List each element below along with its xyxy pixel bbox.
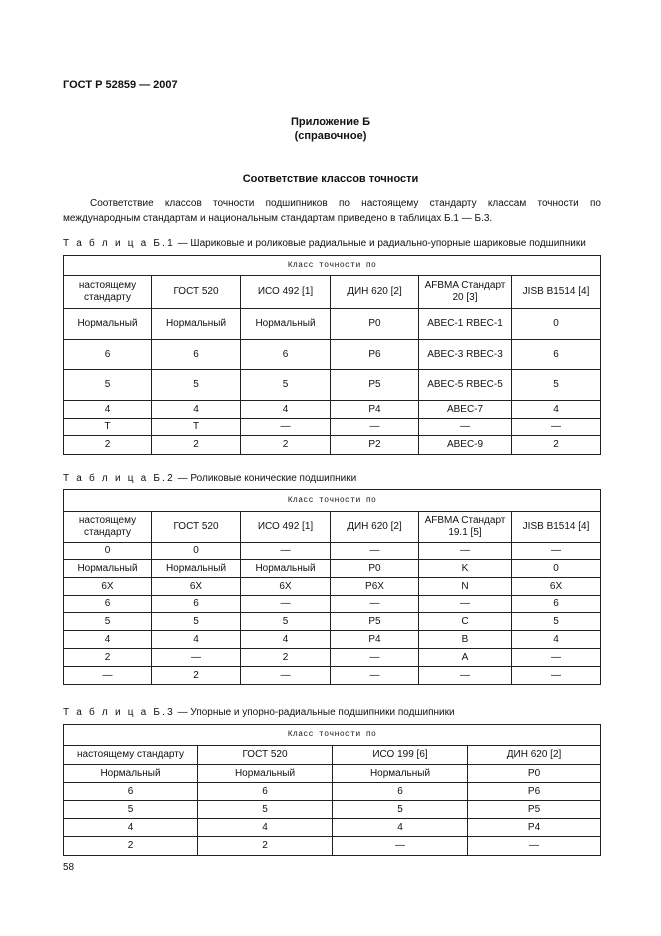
- table-cell: —: [241, 419, 331, 436]
- table-cell: 2: [64, 436, 152, 455]
- table1-column-header: ИСО 492 [1]: [241, 276, 331, 309]
- table-cell: —: [512, 649, 601, 667]
- table-cell: ABEC-1 RBEC-1: [419, 309, 512, 340]
- table-cell: —: [419, 419, 512, 436]
- table-cell: —: [152, 649, 241, 667]
- table-cell: P2: [331, 436, 419, 455]
- table-cell: —: [241, 667, 331, 685]
- table-cell: —: [331, 419, 419, 436]
- table-cell: 6: [198, 783, 333, 801]
- table3-header-row: [64, 746, 601, 765]
- table-cell: Нормальный: [64, 765, 198, 783]
- table-cell: N: [419, 578, 512, 596]
- table-cell: B: [419, 631, 512, 649]
- table-cell: 6X: [241, 578, 331, 596]
- table-cell: 5: [64, 370, 152, 401]
- table2-group-header-row: [64, 490, 601, 512]
- table-cell: —: [331, 667, 419, 685]
- table-row: [64, 613, 601, 631]
- table-cell: ABEC-3 RBEC-3: [419, 340, 512, 370]
- table1-group-header: Класс точности по: [64, 256, 601, 276]
- table-cell: 6: [152, 340, 241, 370]
- table-cell: Нормальный: [152, 560, 241, 578]
- table3-group-header-row: [64, 725, 601, 746]
- table1-column-header: ГОСТ 520: [152, 276, 241, 309]
- table-cell: 0: [512, 560, 601, 578]
- table1-column-header: JISB B1514 [4]: [512, 276, 601, 309]
- table-row: [64, 631, 601, 649]
- table-cell: 2: [152, 667, 241, 685]
- table2-group-header: Класс точности по: [64, 490, 601, 512]
- table-cell: 6: [152, 596, 241, 613]
- table-cell: —: [333, 837, 468, 856]
- table-cell: P5: [331, 370, 419, 401]
- table-cell: Т: [152, 419, 241, 436]
- table-cell: ABEC-7: [419, 401, 512, 419]
- table-cell: Нормальный: [152, 309, 241, 340]
- table2-column-header: настоящему стандарту: [64, 512, 152, 543]
- table-row: [64, 801, 601, 819]
- appendix-heading: [0, 115, 661, 143]
- table-row: [64, 667, 601, 685]
- table-row: [64, 309, 601, 340]
- table-row: [64, 649, 601, 667]
- table-cell: 5: [152, 370, 241, 401]
- table-cell: K: [419, 560, 512, 578]
- table-cell: 5: [333, 801, 468, 819]
- document-code: ГОСТ Р 52859 — 2007: [63, 79, 178, 91]
- table-row: [64, 765, 601, 783]
- table1-column-header: ДИН 620 [2]: [331, 276, 419, 309]
- table-cell: 4: [241, 401, 331, 419]
- table-row: [64, 819, 601, 837]
- table-cell: P6: [468, 783, 601, 801]
- table-cell: 2: [64, 837, 198, 856]
- table-cell: 5: [512, 370, 601, 401]
- table-cell: Т: [64, 419, 152, 436]
- table-row: [64, 837, 601, 856]
- table-cell: 6: [64, 783, 198, 801]
- table-row: [64, 578, 601, 596]
- table1-group-header-row: [64, 256, 601, 276]
- table-cell: C: [419, 613, 512, 631]
- table2-column-header: ГОСТ 520: [152, 512, 241, 543]
- table-cell: Нормальный: [333, 765, 468, 783]
- table-cell: —: [241, 596, 331, 613]
- table3-group-header: Класс точности по: [64, 725, 601, 746]
- table3-column-header: ИСО 199 [6]: [333, 746, 468, 765]
- table3-column-header: ДИН 620 [2]: [468, 746, 601, 765]
- table-cell: 2: [241, 436, 331, 455]
- table-cell: 4: [152, 401, 241, 419]
- table-cell: 2: [512, 436, 601, 455]
- table-cell: P4: [468, 819, 601, 837]
- table-cell: ABEC-5 RBEC-5: [419, 370, 512, 401]
- table-cell: 6: [512, 340, 601, 370]
- table-cell: 4: [512, 631, 601, 649]
- table-cell: 5: [241, 370, 331, 401]
- table-row: [64, 370, 601, 401]
- table-cell: 6: [241, 340, 331, 370]
- table-cell: 4: [64, 819, 198, 837]
- table-cell: Нормальный: [241, 560, 331, 578]
- page-number: 58: [63, 862, 75, 873]
- table-row: [64, 340, 601, 370]
- table2-column-header: ДИН 620 [2]: [331, 512, 419, 543]
- table-cell: —: [419, 596, 512, 613]
- table-row: [64, 596, 601, 613]
- intro-paragraph: Соответствие классов точности подшипников по настоящему стандарту классам точности по международным стандартам и национальным стандартам приведено в таблицах Б.1 — Б.3.: [63, 198, 601, 224]
- table-cell: 6: [512, 596, 601, 613]
- table2: [63, 489, 601, 685]
- table-cell: P5: [331, 613, 419, 631]
- table-cell: 6: [64, 340, 152, 370]
- table-cell: 5: [64, 613, 152, 631]
- table-cell: —: [419, 667, 512, 685]
- table-cell: 2: [241, 649, 331, 667]
- table1: [63, 255, 601, 455]
- table-cell: 0: [152, 543, 241, 560]
- appendix-title: Приложение Б: [290, 116, 371, 128]
- table2-caption: [63, 473, 356, 484]
- table2-header-row: [64, 512, 601, 543]
- table-cell: 5: [198, 801, 333, 819]
- table3: [63, 724, 601, 856]
- table-cell: —: [512, 419, 601, 436]
- table-cell: 4: [333, 819, 468, 837]
- table2-caption-label: Т а б л и ц а Б.2: [63, 473, 175, 484]
- table-cell: —: [64, 667, 152, 685]
- table-cell: 6X: [64, 578, 152, 596]
- table3-caption-label: Т а б л и ц а Б.3: [63, 707, 175, 718]
- table2-column-header: JISB B1514 [4]: [512, 512, 601, 543]
- table-cell: P6: [331, 340, 419, 370]
- table-row: [64, 436, 601, 455]
- table-cell: 6X: [512, 578, 601, 596]
- table-cell: 4: [152, 631, 241, 649]
- table-row: [64, 543, 601, 560]
- table-cell: —: [468, 837, 601, 856]
- table-cell: 4: [64, 401, 152, 419]
- table-cell: Нормальный: [198, 765, 333, 783]
- table-cell: 4: [198, 819, 333, 837]
- table-cell: —: [512, 543, 601, 560]
- table-row: [64, 783, 601, 801]
- table1-column-header: AFBMA Стандарт 20 [3]: [419, 276, 512, 309]
- table-cell: 5: [241, 613, 331, 631]
- table3-column-header: ГОСТ 520: [198, 746, 333, 765]
- table1-caption: [63, 238, 586, 249]
- table-cell: 6: [64, 596, 152, 613]
- table2-caption-text: — Роликовые конические подшипники: [174, 473, 357, 484]
- table1-header-row: [64, 276, 601, 309]
- table2-column-header: ИСО 492 [1]: [241, 512, 331, 543]
- table2-column-header: AFBMA Стандарт 19.1 [5]: [419, 512, 512, 543]
- table-row: [64, 401, 601, 419]
- table-cell: —: [331, 649, 419, 667]
- table-cell: Нормальный: [64, 309, 152, 340]
- table-cell: P4: [331, 631, 419, 649]
- table3-caption: [63, 707, 455, 718]
- table-cell: 2: [64, 649, 152, 667]
- table-cell: 6X: [152, 578, 241, 596]
- table-cell: 2: [198, 837, 333, 856]
- table-cell: A: [419, 649, 512, 667]
- table-cell: 4: [241, 631, 331, 649]
- table-cell: —: [331, 543, 419, 560]
- table-cell: 5: [512, 613, 601, 631]
- table-cell: P4: [331, 401, 419, 419]
- section-title: Соответствие классов точности: [242, 173, 419, 185]
- table-cell: 5: [64, 801, 198, 819]
- table-cell: 0: [64, 543, 152, 560]
- table-cell: 0: [512, 309, 601, 340]
- table-cell: —: [512, 667, 601, 685]
- table-cell: 4: [64, 631, 152, 649]
- table-cell: 2: [152, 436, 241, 455]
- table-cell: ABEC-9: [419, 436, 512, 455]
- table-cell: P5: [468, 801, 601, 819]
- table1-column-header: настоящему стандарту: [64, 276, 152, 309]
- table-cell: Нормальный: [241, 309, 331, 340]
- table-cell: P0: [331, 309, 419, 340]
- appendix-subtitle: (справочное): [294, 130, 367, 142]
- table-cell: P0: [331, 560, 419, 578]
- table-cell: —: [419, 543, 512, 560]
- table-cell: P0: [468, 765, 601, 783]
- table-cell: —: [241, 543, 331, 560]
- table-row: [64, 419, 601, 436]
- table-cell: 5: [152, 613, 241, 631]
- table3-column-header: настоящему стандарту: [64, 746, 198, 765]
- table1-caption-label: Т а б л и ц а Б.1: [63, 238, 175, 249]
- table-cell: P6X: [331, 578, 419, 596]
- table-cell: 6: [333, 783, 468, 801]
- table1-caption-text: — Шариковые и роликовые радиальные и радиально-упорные шариковые подшипники: [174, 238, 586, 249]
- table-cell: —: [331, 596, 419, 613]
- table3-caption-text: — Упорные и упорно-радиальные подшипники подшипники: [174, 707, 455, 718]
- table-cell: Нормальный: [64, 560, 152, 578]
- table-cell: 4: [512, 401, 601, 419]
- table-row: [64, 560, 601, 578]
